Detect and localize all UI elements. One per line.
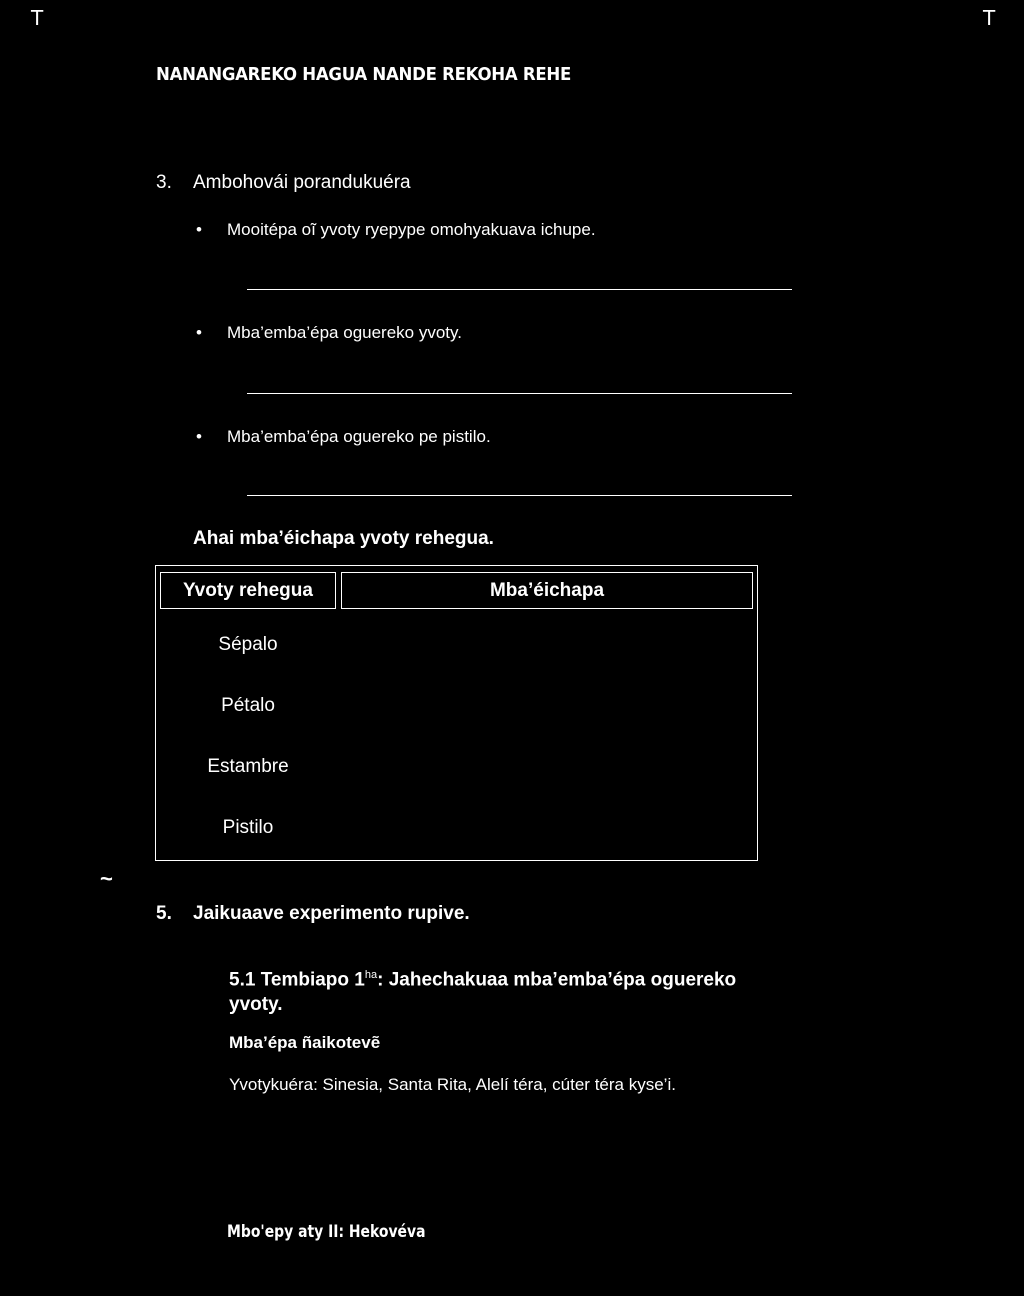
answer-line-2[interactable]	[247, 393, 792, 394]
crop-mark-right: T	[983, 6, 996, 30]
question-3-title: Ambohovái porandukuéra	[193, 172, 411, 193]
bullet-icon: •	[196, 323, 202, 342]
bullet-icon: •	[196, 220, 202, 239]
answer-line-3[interactable]	[247, 495, 792, 496]
table-row-label: Sépalo	[218, 634, 278, 655]
materials-label: Mba’épa ñaikotevẽ	[229, 1033, 381, 1052]
section-5-title: Jaikuaave experimento rupive.	[193, 903, 470, 924]
section-5-number: 5.	[156, 903, 172, 924]
answer-line-1[interactable]	[247, 289, 792, 290]
activity-title	[229, 963, 789, 1017]
question-item-2: Mba’emba’épa oguereko yvoty.	[227, 323, 462, 342]
table-row-label: Estambre	[207, 756, 289, 777]
page-header-title: NANANGAREKO HAGUA NANDE REKOHA REHE	[156, 64, 572, 85]
tilde-mark: ~	[100, 866, 113, 891]
table-header-part: Yvoty rehegua	[160, 572, 336, 609]
page-footer: Mbo'epy aty II: Hekovéva	[227, 1222, 426, 1242]
activity-title-sup: ha	[364, 969, 378, 981]
table-header-description: Mba’éichapa	[341, 572, 753, 609]
crop-mark-left: T	[31, 6, 44, 30]
table-row-label: Pétalo	[221, 695, 275, 716]
question-item-1: Mooitépa oĩ yvoty ryepype omohyakuava ichupe.	[227, 220, 596, 239]
bullet-icon: •	[196, 427, 202, 446]
table-row-label: Pistilo	[222, 817, 274, 838]
question-3-number: 3.	[156, 172, 172, 193]
question-item-3: Mba’emba’épa oguereko pe pistilo.	[227, 427, 491, 446]
activity-title-prefix: 5.1 Tembiapo 1	[229, 969, 365, 991]
activity-title-suffix: : Jahechakuaa mba’emba’épa oguereko yvoty.	[229, 969, 737, 1016]
section-4-title: Ahai mba’éichapa yvoty rehegua.	[193, 528, 494, 549]
materials-text: Yvotykuéra: Sinesia, Santa Rita, Alelí téra, cúter téra kyse’i.	[229, 1075, 676, 1094]
